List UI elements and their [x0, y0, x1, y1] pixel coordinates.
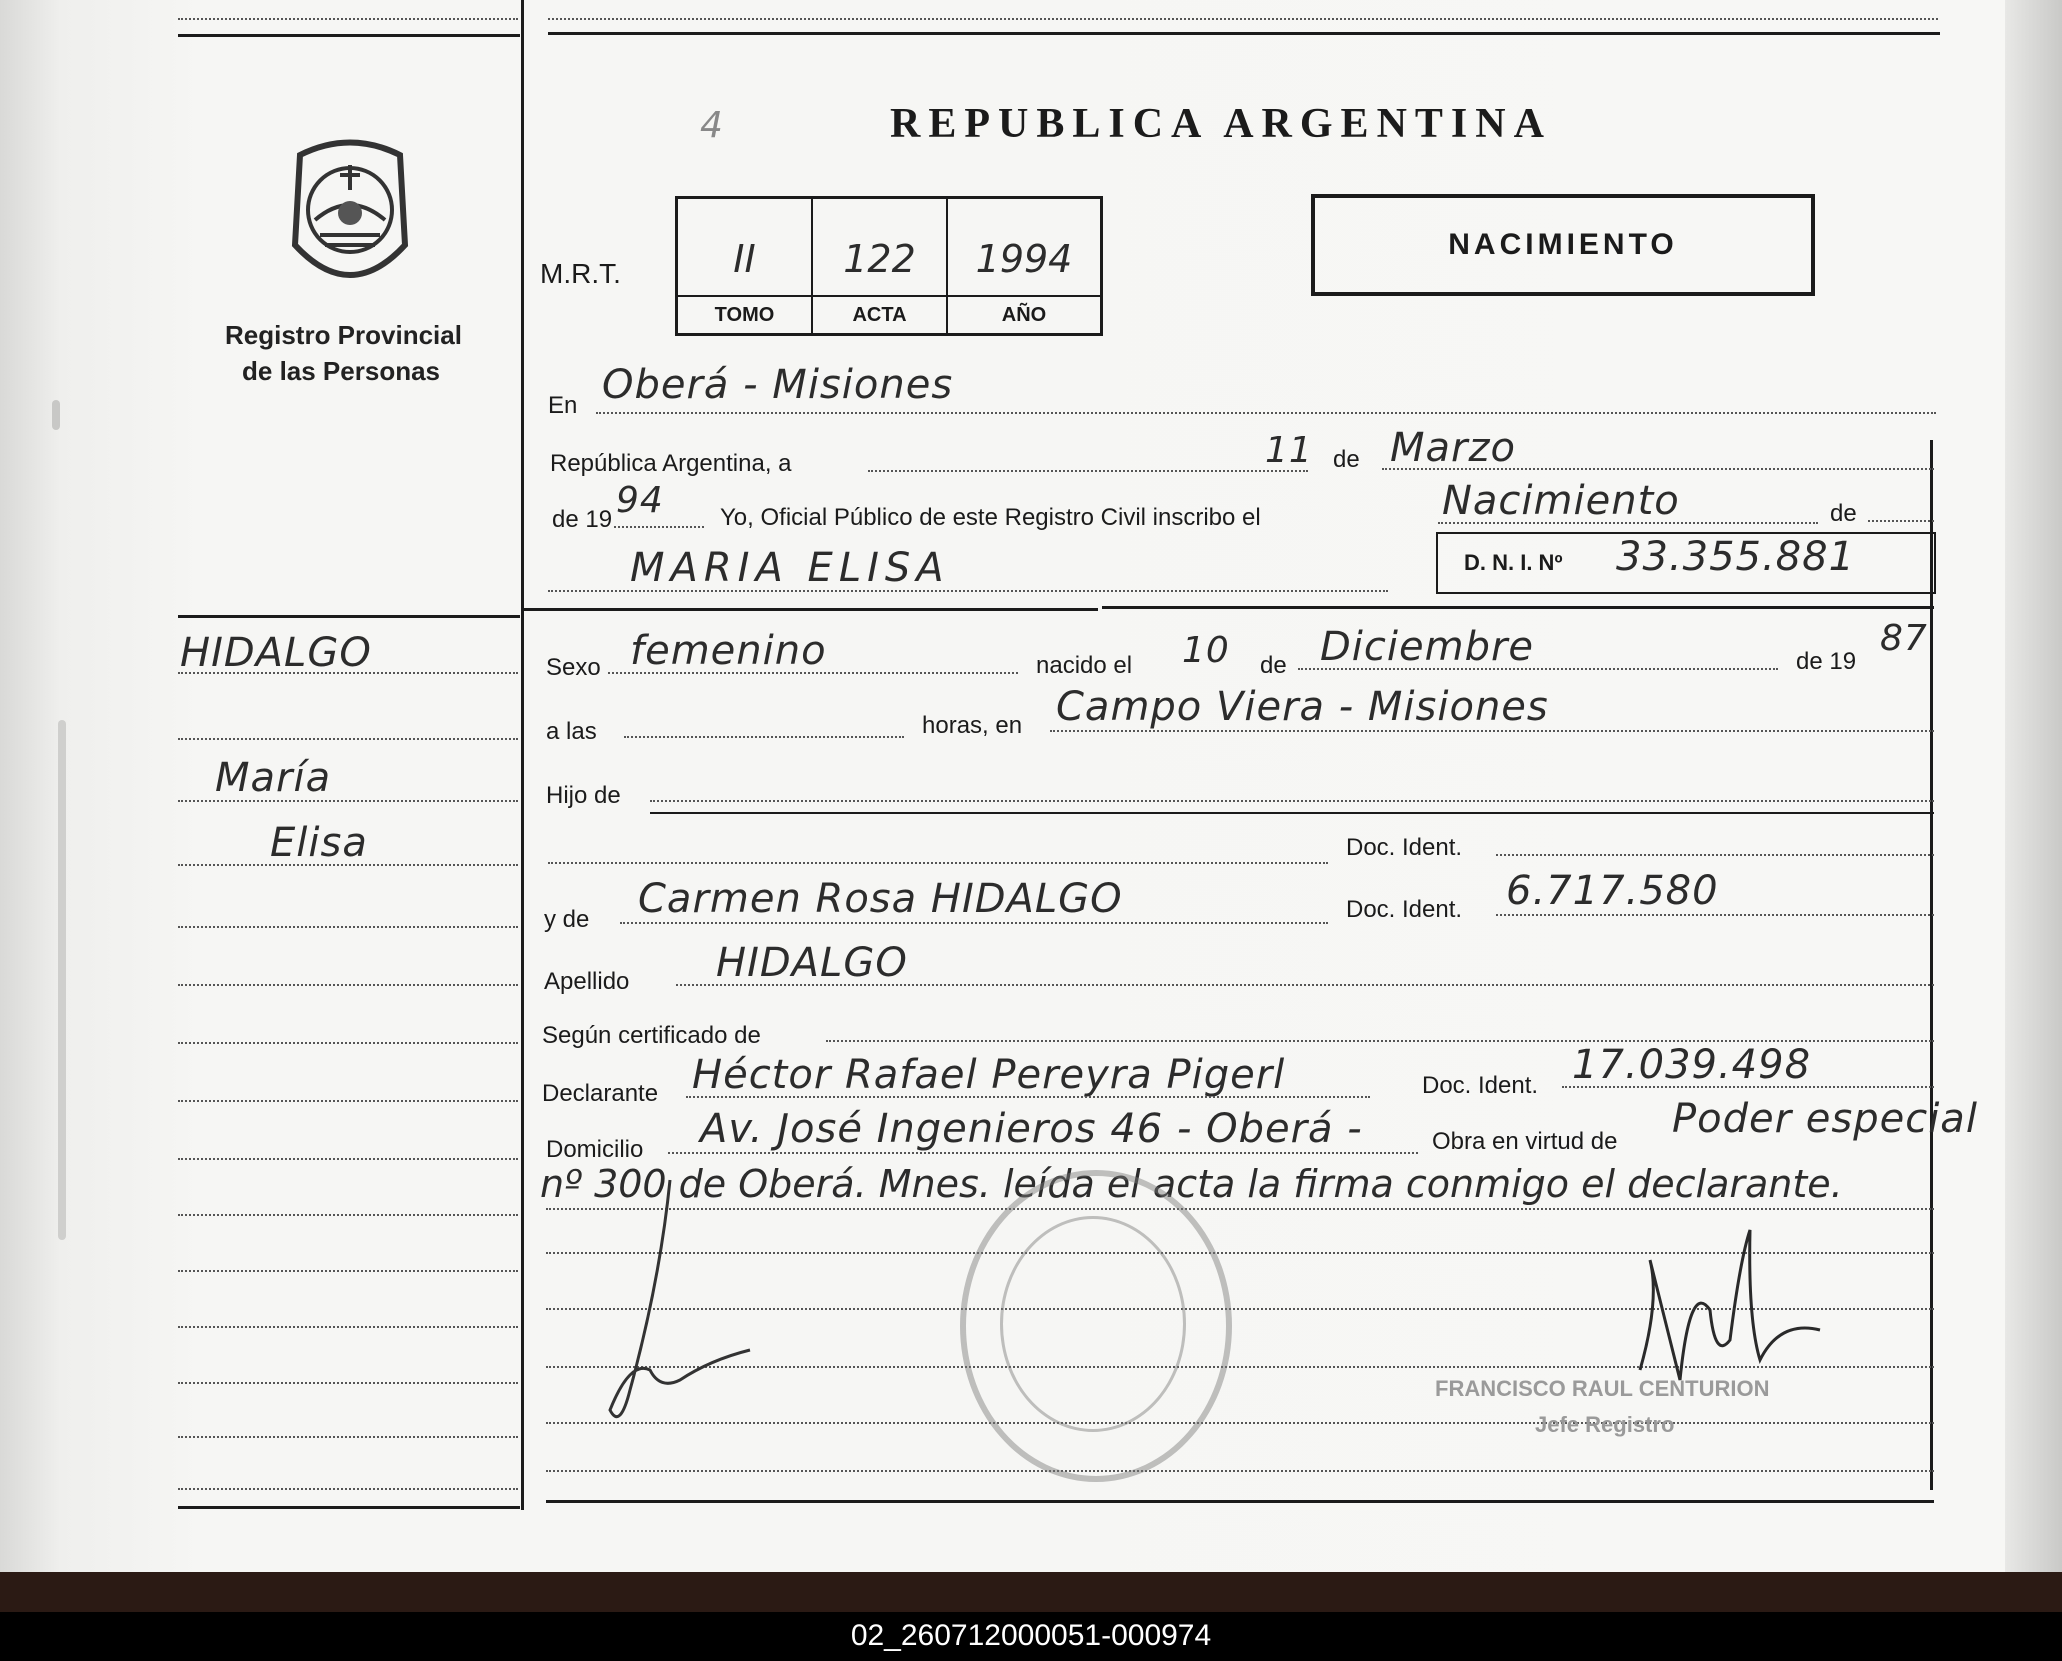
- acto-line: [1438, 522, 1818, 524]
- segun-label: Según certificado de: [542, 1022, 761, 1049]
- de-label-2: de: [1830, 500, 1857, 527]
- mother-doc-line: [1496, 914, 1934, 916]
- doc-ident-label: Doc. Ident.: [1346, 834, 1463, 861]
- year-suffix-value: 94: [616, 480, 664, 521]
- anio-value: 1994: [975, 237, 1073, 281]
- domicilio-line: [668, 1152, 1418, 1154]
- left-line: [178, 1042, 518, 1044]
- binding-hole: [58, 720, 66, 1240]
- corner-mark: 4: [700, 105, 724, 146]
- official-stamp-inner: [1000, 1216, 1186, 1432]
- person-name-value: MARIA ELISA: [630, 545, 950, 591]
- left-surname: HIDALGO: [180, 630, 372, 676]
- dni-value: 33.355.881: [1616, 534, 1856, 580]
- tomo-value: II: [733, 237, 756, 281]
- person-name-line: [548, 590, 1388, 592]
- alas-line: [624, 736, 904, 738]
- act-type-box: [1311, 194, 1815, 296]
- left-line: [178, 1158, 518, 1160]
- declarante-label: Declarante: [542, 1080, 659, 1107]
- en-line: [596, 412, 1936, 414]
- obra-label: Obra en virtud de: [1432, 1128, 1618, 1155]
- de-line: [1868, 520, 1934, 522]
- tomo-cell: [678, 199, 813, 333]
- republica-label: República Argentina, a: [550, 450, 792, 477]
- section-rule-right: [1102, 606, 1934, 609]
- left-line: [178, 1488, 518, 1490]
- domicilio-value: Av. José Ingenieros 46 - Oberá -: [700, 1106, 1363, 1152]
- note-line-value: nº 300 de Oberá. Mnes. leída el acta la firma conmigo el declarante.: [540, 1162, 1843, 1206]
- de19-label: de 19: [552, 506, 613, 533]
- top-dotted-line-right: [548, 18, 1938, 20]
- left-line: [178, 1326, 518, 1328]
- declarante-doc-value: 17.039.498: [1572, 1042, 1812, 1088]
- de-label: de: [1333, 446, 1360, 473]
- record-number-box: [675, 196, 1103, 336]
- caption-bar: [0, 1612, 2062, 1661]
- republica-line: [868, 470, 1308, 472]
- left-line: [178, 926, 518, 928]
- left-line: [178, 864, 518, 866]
- apellido-value: HIDALGO: [716, 940, 908, 986]
- birth-month-value: Diciembre: [1320, 624, 1535, 670]
- sexo-line: [608, 672, 1018, 674]
- place-value: Oberá - Misiones: [602, 362, 954, 408]
- official-name: FRANCISCO RAUL CENTURION: [1435, 1376, 1770, 1401]
- top-dotted-line-left: [178, 18, 518, 20]
- mother-name-value: Carmen Rosa HIDALGO: [638, 876, 1123, 922]
- blank-line: [546, 1470, 1934, 1472]
- left-line: [178, 1382, 518, 1384]
- en-label: En: [548, 392, 578, 419]
- official-title: Jefe Registro: [1535, 1412, 1675, 1437]
- left-line: [178, 1270, 518, 1272]
- anio-cell: [948, 199, 1100, 333]
- acta-label: ACTA: [813, 295, 946, 333]
- declarant-signature-icon: [590, 1160, 770, 1460]
- hijo-label: Hijo de: [546, 782, 621, 809]
- left-line: [178, 1436, 518, 1438]
- alas-label: a las: [546, 718, 597, 745]
- top-rule-left: [178, 34, 520, 37]
- birth-day-value: 10: [1182, 630, 1230, 671]
- bottom-rule: [546, 1500, 1934, 1503]
- section-rule-left: [524, 608, 1098, 611]
- declarante-value: Héctor Rafael Pereyra Pigerl: [692, 1052, 1286, 1098]
- act-type-label: NACIMIENTO: [1448, 228, 1678, 261]
- right-frame: [1930, 440, 1933, 1490]
- file-id: 02_260712000051-000974: [850, 1619, 1212, 1652]
- month-value: Marzo: [1390, 425, 1516, 471]
- page-edge: [2005, 0, 2062, 1572]
- left-line: [178, 738, 518, 740]
- birth-month-line: [1298, 668, 1778, 670]
- registry-line1: Registro Provincial: [225, 320, 462, 350]
- hijo-rule: [650, 812, 1934, 814]
- doc-ident-label-2: Doc. Ident.: [1346, 896, 1463, 923]
- country-title: REPUBLICA ARGENTINA: [890, 101, 1552, 147]
- month-line: [1382, 468, 1934, 470]
- registry-line2: de las Personas: [242, 356, 440, 386]
- acto-value: Nacimiento: [1442, 478, 1680, 524]
- anio-label: AÑO: [948, 295, 1100, 333]
- day-value: 11: [1265, 430, 1313, 471]
- nacido-label: nacido el: [1036, 652, 1133, 679]
- mrt-label: M.R.T.: [540, 258, 621, 289]
- misiones-seal-icon: [280, 135, 420, 295]
- sexo-label: Sexo: [546, 654, 601, 681]
- year-line: [614, 526, 704, 528]
- tomo-label: TOMO: [678, 295, 811, 333]
- obra-value: Poder especial: [1672, 1096, 1978, 1142]
- apellido-label: Apellido: [544, 968, 630, 995]
- column-divider: [521, 0, 524, 1510]
- doc-ident-label-3: Doc. Ident.: [1422, 1072, 1539, 1099]
- birth-place-line: [1050, 730, 1934, 732]
- dni-box: [1436, 532, 1936, 594]
- de19-label-2: de 19: [1796, 648, 1857, 675]
- hijo-line: [650, 800, 1934, 802]
- yde-label: y de: [544, 906, 590, 933]
- mother-line: [620, 922, 1328, 924]
- left-line: [178, 800, 518, 802]
- de-label-3: de: [1260, 652, 1287, 679]
- declarante-doc-line: [1562, 1086, 1934, 1088]
- inscribo-label: Yo, Oficial Público de este Registro Civil inscribo el: [720, 504, 1261, 531]
- domicilio-label: Domicilio: [546, 1136, 644, 1163]
- mother-doc-value: 6.717.580: [1506, 868, 1719, 914]
- binding-hole: [52, 400, 60, 430]
- sexo-value: femenino: [630, 628, 827, 674]
- left-line: [178, 672, 518, 674]
- apellido-line: [676, 984, 1934, 986]
- left-given-name1: María: [215, 755, 332, 801]
- acta-cell: [813, 199, 948, 333]
- left-line: [178, 1100, 518, 1102]
- horas-label: horas, en: [922, 712, 1023, 739]
- left-given-name2: Elisa: [270, 820, 368, 866]
- birth-place-value: Campo Viera - Misiones: [1056, 684, 1549, 730]
- birth-year-value: 87: [1880, 618, 1928, 659]
- official-stamp: [960, 1170, 1232, 1482]
- dni-label: D. N. I. Nº: [1464, 550, 1563, 575]
- top-rule-right: [548, 32, 1940, 35]
- left-section-rule: [178, 615, 520, 618]
- father-doc-line: [1496, 854, 1934, 856]
- acta-value: 122: [843, 237, 916, 281]
- father-line: [548, 862, 1328, 864]
- left-line: [178, 984, 518, 986]
- left-bottom-rule: [178, 1506, 520, 1509]
- declarante-line: [686, 1096, 1370, 1098]
- left-line: [178, 1214, 518, 1216]
